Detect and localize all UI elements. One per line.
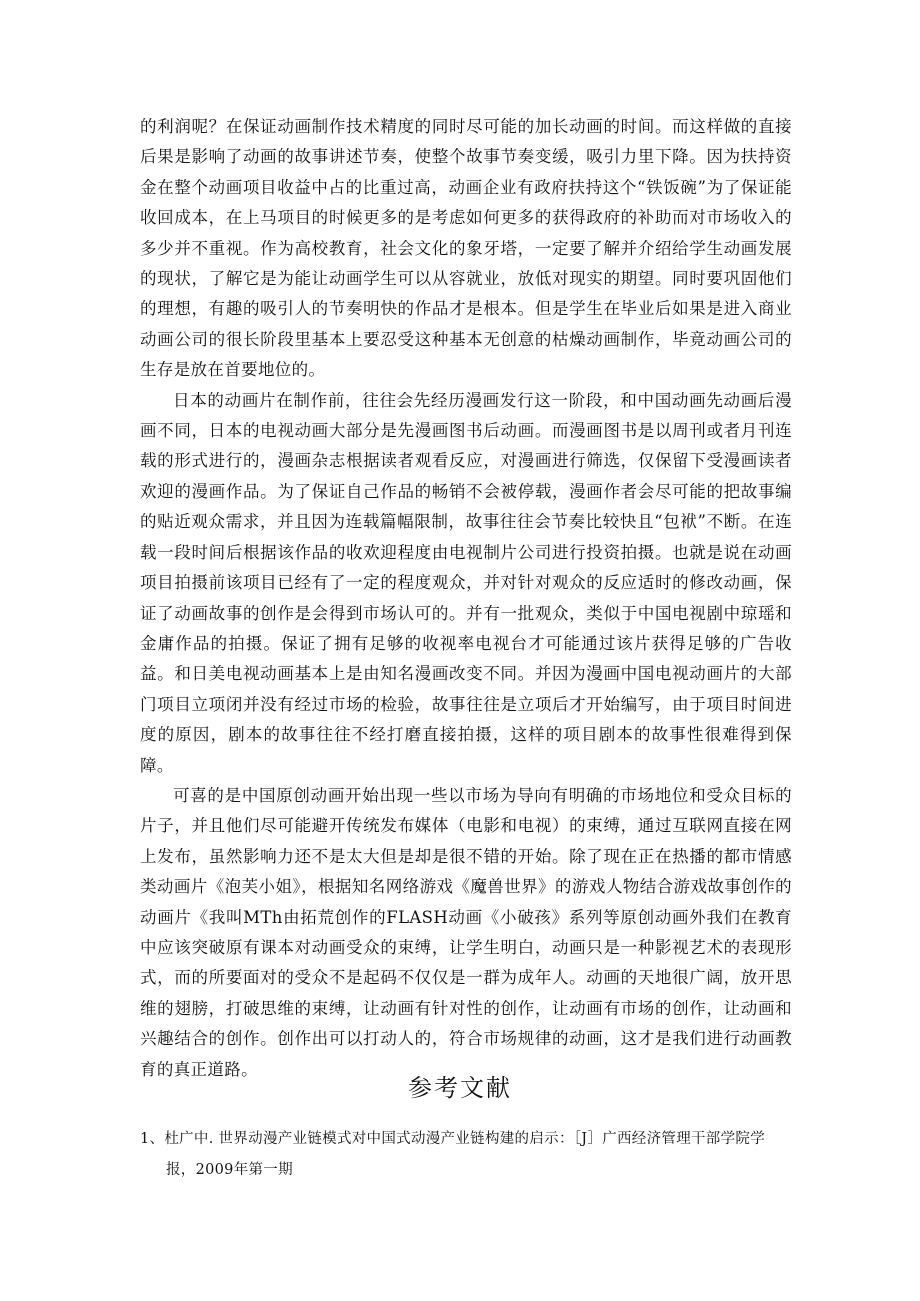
paragraph-japanese-animation: 日本的动画片在制作前，往往会先经历漫画发行这一阶段，和中国动画先动画后漫画不同，日本的电视动画大部分是先漫画图书后动画。而漫画图书是以周刊或者月刊连载的形式进行的，漫画杂志根据读者观看反应，对漫画进行筛选，仅保留下受漫画读者欢迎的漫画作品。为了保证自己作品的畅销不会被停载，漫画作者会尽可能的把故事编的贴近观众需求，并且因为连载篇幅限制，故事往往会节奏比较快且“包袱”不断。在连载一段时间后根据该作品的收欢迎程度由电视制片公司进行投资拍摄。也就是说在动画项目拍摄前该项目已经有了一定的程度观众，并对针对观众的反应适时的修改动画，保证了动画故事的创作是会得到市场认可的。并有一批观众，类似于中国电视剧中琼瑶和金庸作品的拍摄。保证了拥有足够的收视率电视台才可能通过该片获得足够的广告收益。和日美电视动画基本上是由知名漫画改变不同。并因为漫画中国电视动画片的大部门项目立项闭并没有经过市场的检验，故事往往是立项后才开始编写，由于项目时间进度的原因，剧本的故事往往不经打磨直接拍摄，这样的项目剧本的故事性很难得到保障。 xyxy=(140,390,792,775)
reference-item: 1、杜广中. 世界动漫产业链模式对中国式动漫产业链构建的启示：［J］广西经济管理干部学院学报，2009年第一期 xyxy=(140,1131,766,1178)
paragraph-continued: 的利润呢？在保证动画制作技术精度的同时尽可能的加长动画的时间。而这样做的直接后果是影响了动画的故事讲述节奏，使整个故事节奏变缓，吸引力里下降。因为扶持资金在整个动画项目收益中占的比重过高，动画企业有政府扶持这个“铁饭碗”为了保证能收回成本，在上马项目的时候更多的是考虑如何更多的获得政府的补助而对市场收入的多少并不重视。作为高校教育，社会文化的象牙塔，一定要了解并介绍给学生动画发展的现状，了解它是为能让动画学生可以从容就业，放低对现实的期望。同时要巩固他们的理想，有趣的吸引人的节奏明快的作品才是根本。但是学生在毕业后如果是进入商业动画公司的很长阶段里基本上要忍受这种基本无创意的枯燥动画制作，毕竟动画公司的生存是放在首要地位的。 xyxy=(140,117,792,380)
paragraph-original-animation: 可喜的是中国原创动画开始出现一些以市场为导向有明确的市场地位和受众目标的片子，并且他们尽可能避开传统发布媒体（电影和电视）的束缚，通过互联网直接在网上发布，虽然影响力还不是太大但是却是很不错的开始。除了现在正在热播的都市情感类动画片《泡芙小姐》，根据知名网络游戏《魔兽世界》的游戏人物结合游戏故事创作的动画片《我叫MTh由拓荒创作的FLASH动画《小破孩》系列等原创动画外我们在教育中应该突破原有课本对动画受众的束缚，让学生明白，动画只是一种影视艺术的表现形式，而的所要面对的受众不是起码不仅仅是一群为成年人。动画的天地很广阔，放开思维的翅膀，打破思维的束缚，让动画有针对性的创作，让动画有市场的创作，让动画和兴趣结合的创作。创作出可以打动人的，符合市场规律的动画，这才是我们进行动画教育的真正道路。 xyxy=(140,785,792,1079)
references-list xyxy=(140,1124,792,1186)
references-heading: 参考文献 xyxy=(408,1074,512,1102)
body-text xyxy=(140,112,792,1085)
